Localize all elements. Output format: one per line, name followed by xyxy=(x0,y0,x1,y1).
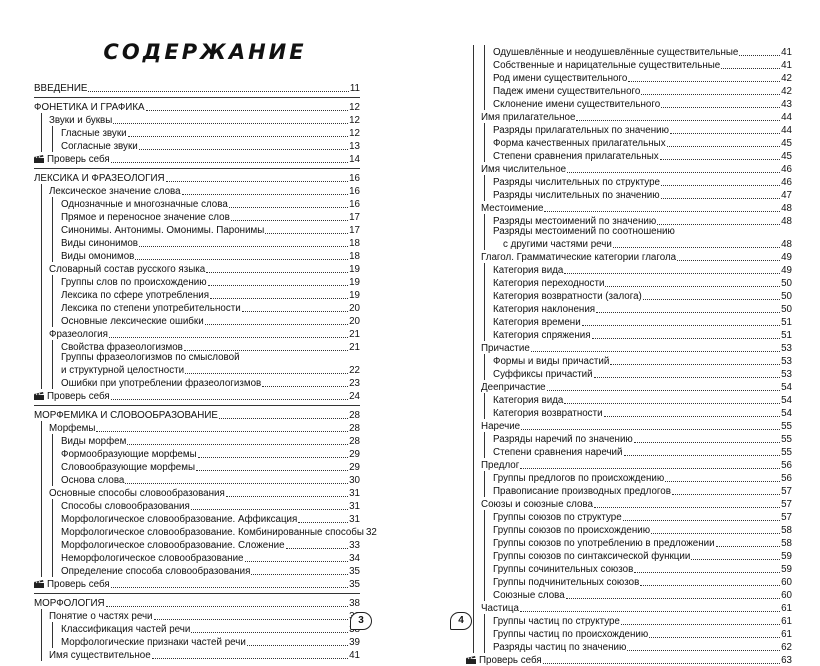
toc-entry[interactable]: Категория вида 54 xyxy=(493,395,792,406)
toc-subgroup xyxy=(484,123,792,162)
toc-entry[interactable]: Однозначные и многозначные слова 16 xyxy=(61,198,360,210)
toc-entry[interactable]: Лексическое значение слова 16 xyxy=(49,185,360,197)
toc-entry[interactable]: Виды омонимов 18 xyxy=(61,250,360,262)
toc-entry[interactable]: Предлог 56 xyxy=(481,460,792,471)
toc-entry[interactable]: Глагол. Грамматические категории глагола 49 xyxy=(481,252,792,263)
toc-entry[interactable]: Группы союзов по синтаксической функции 59 xyxy=(493,551,792,562)
toc-entry[interactable]: Имя прилагательное 44 xyxy=(481,111,792,123)
toc-subgroup xyxy=(52,499,377,577)
clapperboard-icon xyxy=(34,580,44,588)
toc-entry[interactable]: Категория возвратности 54 xyxy=(493,408,792,419)
toc-entry[interactable]: Собственные и нарицательные существительные 41 xyxy=(493,59,792,71)
toc-entry[interactable]: Склонение имени существительного 43 xyxy=(493,98,792,110)
toc-subgroup xyxy=(52,340,360,389)
toc-entry[interactable]: Свойства фразеологизмов 21 xyxy=(61,341,360,353)
toc-entry[interactable]: Ошибки при употреблении фразеологизмов 23 xyxy=(61,378,360,389)
toc-entry[interactable]: Степени сравнения прилагательных 45 xyxy=(493,150,792,162)
toc-subgroup xyxy=(52,126,360,152)
toc-subgroup xyxy=(484,393,792,419)
toc-entry[interactable]: Морфологическое словообразование. Комбинированные способы 32 xyxy=(61,527,377,538)
toc-entry[interactable]: Лексика по степени употребительности 20 xyxy=(61,302,360,314)
toc-entry[interactable]: Разряды частиц по значению 62 xyxy=(493,642,792,653)
toc-entry[interactable]: Основные лексические ошибки 20 xyxy=(61,315,360,327)
toc-entry-intro[interactable]: ВВЕДЕНИЕ 11 xyxy=(34,82,360,94)
toc-subgroup xyxy=(484,354,792,380)
left-page xyxy=(0,0,410,661)
toc-entry[interactable]: Морфемы 28 xyxy=(49,423,360,434)
toc-entry[interactable]: Род имени существительного 42 xyxy=(493,72,792,84)
toc-entry-check-yourself[interactable]: Проверь себя 63 xyxy=(466,653,792,666)
toc-right xyxy=(466,45,792,666)
toc-subgroup xyxy=(484,45,792,110)
toc-entry[interactable]: Гласные звуки 12 xyxy=(61,127,360,139)
toc-entry[interactable]: Фразеология 21 xyxy=(49,328,360,340)
toc-subgroup xyxy=(484,510,792,601)
toc-entry-lexicology[interactable]: ЛЕКСИКА И ФРАЗЕОЛОГИЯ 16 xyxy=(34,168,360,184)
page-number-badge: 4 xyxy=(450,612,472,630)
toc-entry[interactable]: Разряды местоимений по значению 48 xyxy=(493,215,792,227)
toc-entry[interactable]: Категория переходности 50 xyxy=(493,278,792,289)
toc-entry[interactable]: Виды синонимов 18 xyxy=(61,237,360,249)
toc-group xyxy=(41,184,360,389)
toc-subgroup xyxy=(484,432,792,458)
toc-entry[interactable]: Группы союзов по употреблению в предложении 58 xyxy=(493,538,792,549)
toc-entry[interactable]: Виды морфем 28 xyxy=(61,436,360,447)
toc-group xyxy=(41,113,360,152)
toc-entry-phonetics[interactable]: ФОНЕТИКА И ГРАФИКА 12 xyxy=(34,97,360,113)
toc-subgroup xyxy=(484,175,792,201)
toc-entry[interactable]: Согласные звуки 13 xyxy=(61,140,360,152)
toc-group xyxy=(41,421,377,577)
toc-group xyxy=(41,609,360,661)
clapperboard-icon xyxy=(34,155,44,163)
toc-entry[interactable]: Частица 61 xyxy=(481,603,792,614)
toc-subgroup xyxy=(52,622,360,648)
toc-entry-line2[interactable]: и структурной целостности 22 xyxy=(61,365,360,376)
toc-entry[interactable]: Местоимение 48 xyxy=(481,202,792,214)
toc-entry-check-yourself[interactable]: Проверь себя 24 xyxy=(34,389,360,402)
toc-entry-morphemics[interactable]: МОРФЕМИКА И СЛОВООБРАЗОВАНИЕ 28 xyxy=(34,405,360,421)
toc-group xyxy=(473,45,792,653)
toc-entry[interactable]: Группы слов по происхождению 19 xyxy=(61,276,360,288)
toc-entry[interactable]: Группы частиц по структуре 61 xyxy=(493,616,792,627)
toc-entry[interactable]: Разряды наречий по значению 55 xyxy=(493,434,792,445)
toc-entry[interactable]: Основа слова 30 xyxy=(61,475,360,486)
toc-entry[interactable]: Деепричастие 54 xyxy=(481,382,792,393)
toc-entry[interactable]: Причастие 53 xyxy=(481,343,792,354)
toc-entry[interactable]: Понятие о частях речи xyxy=(49,609,360,622)
toc-entry[interactable]: Союзы и союзные слова 57 xyxy=(481,499,792,510)
toc-entry[interactable]: Формы и виды причастий 53 xyxy=(493,356,792,367)
right-page xyxy=(410,0,820,666)
toc-entry-line1[interactable]: Группы фразеологизмов по смысловой xyxy=(61,352,240,363)
toc-entry[interactable]: Группы подчинительных союзов 60 xyxy=(493,577,792,588)
toc-entry[interactable]: Словарный состав русского языка 19 xyxy=(49,263,360,275)
toc-entry[interactable]: Наречие 55 xyxy=(481,421,792,432)
toc-entry[interactable]: Разряды числительных по значению 47 xyxy=(493,189,792,201)
toc-entry[interactable]: Имя числительное 46 xyxy=(481,163,792,175)
toc-entry[interactable]: Одушевлённые и неодушевлённые существительные 41 xyxy=(493,46,792,58)
toc-entry[interactable]: Падеж имени существительного 42 xyxy=(493,85,792,97)
toc-entry[interactable]: Звуки и буквы 12 xyxy=(49,114,360,126)
toc-entry[interactable]: Категория времени 51 xyxy=(493,317,792,328)
toc-subgroup xyxy=(484,471,792,497)
toc-entry[interactable]: Разряды числительных по структуре 46 xyxy=(493,176,792,188)
toc-entry[interactable]: Определение способа словообразования 35 xyxy=(61,566,360,577)
toc-entry[interactable]: Словообразующие морфемы 29 xyxy=(61,462,360,473)
toc-entry[interactable]: Прямое и переносное значение слов 17 xyxy=(61,211,360,223)
toc-entry[interactable]: Группы предлогов по происхождению 56 xyxy=(493,473,792,484)
toc-entry[interactable]: Морфологическое словообразование. Аффиксация 31 xyxy=(61,514,360,525)
toc-entry[interactable]: Группы союзов по структуре 57 xyxy=(493,512,792,523)
toc-subgroup xyxy=(484,263,792,341)
toc-entry[interactable]: Классификация частей речи xyxy=(61,622,360,635)
toc-entry-line2[interactable]: с другими частями речи 48 xyxy=(503,239,792,250)
toc-entry[interactable]: Группы союзов по происхождению 58 xyxy=(493,525,792,536)
toc-entry-check-yourself[interactable]: Проверь себя 35 xyxy=(34,577,360,590)
toc-subgroup xyxy=(52,434,360,486)
page-number-badge: 3 xyxy=(350,612,372,630)
toc-entry[interactable]: Морфологическое словообразование. Сложение 33 xyxy=(61,540,360,551)
toc-entry[interactable]: Категория возвратности (залога) 50 xyxy=(493,291,792,302)
toc-entry[interactable]: Морфологические признаки частей речи 39 xyxy=(61,637,360,648)
toc-entry[interactable]: Категория вида 49 xyxy=(493,265,792,276)
toc-entry[interactable]: Группы сочинительных союзов 59 xyxy=(493,564,792,575)
toc-entry[interactable]: Правописание производных предлогов 57 xyxy=(493,486,792,497)
toc-entry[interactable]: Суффиксы причастий 53 xyxy=(493,369,792,380)
toc-left xyxy=(34,76,377,661)
toc-entry-line1[interactable]: Разряды местоимений по соотношению xyxy=(493,226,675,237)
toc-entry[interactable]: Категория наклонения 50 xyxy=(493,304,792,315)
toc-entry[interactable]: Степени сравнения наречий 55 xyxy=(493,447,792,458)
toc-entry[interactable]: Способы словообразования 31 xyxy=(61,501,360,512)
toc-entry-morphology[interactable]: МОРФОЛОГИЯ 38 xyxy=(34,593,360,609)
toc-entry[interactable]: Лексика по сфере употребления 19 xyxy=(61,289,360,301)
page-title: СОДЕРЖАНИЕ xyxy=(103,40,307,64)
clapperboard-icon xyxy=(466,656,476,664)
toc-entry[interactable]: Форма качественных прилагательных 45 xyxy=(493,137,792,149)
toc-subgroup xyxy=(52,197,360,262)
toc-entry[interactable]: Имя существительное 41 xyxy=(49,650,360,661)
toc-entry[interactable]: Неморфологическое словообразование 34 xyxy=(61,553,360,564)
toc-entry-check-yourself[interactable]: Проверь себя 14 xyxy=(34,152,360,165)
toc-subgroup xyxy=(52,275,360,327)
toc-entry[interactable]: Разряды прилагательных по значению 44 xyxy=(493,124,792,136)
toc-entry[interactable]: Формообразующие морфемы 29 xyxy=(61,449,360,460)
toc-entry[interactable]: Категория спряжения 51 xyxy=(493,330,792,341)
toc-entry[interactable]: Синонимы. Антонимы. Омонимы. Паронимы 17 xyxy=(61,224,360,236)
toc-subgroup xyxy=(484,214,792,250)
toc-entry[interactable]: Группы частиц по происхождению 61 xyxy=(493,629,792,640)
toc-subgroup xyxy=(484,614,792,653)
toc-entry[interactable]: Основные способы словообразования 31 xyxy=(49,488,360,499)
toc-entry[interactable]: Союзные слова 60 xyxy=(493,590,792,601)
clapperboard-icon xyxy=(34,392,44,400)
